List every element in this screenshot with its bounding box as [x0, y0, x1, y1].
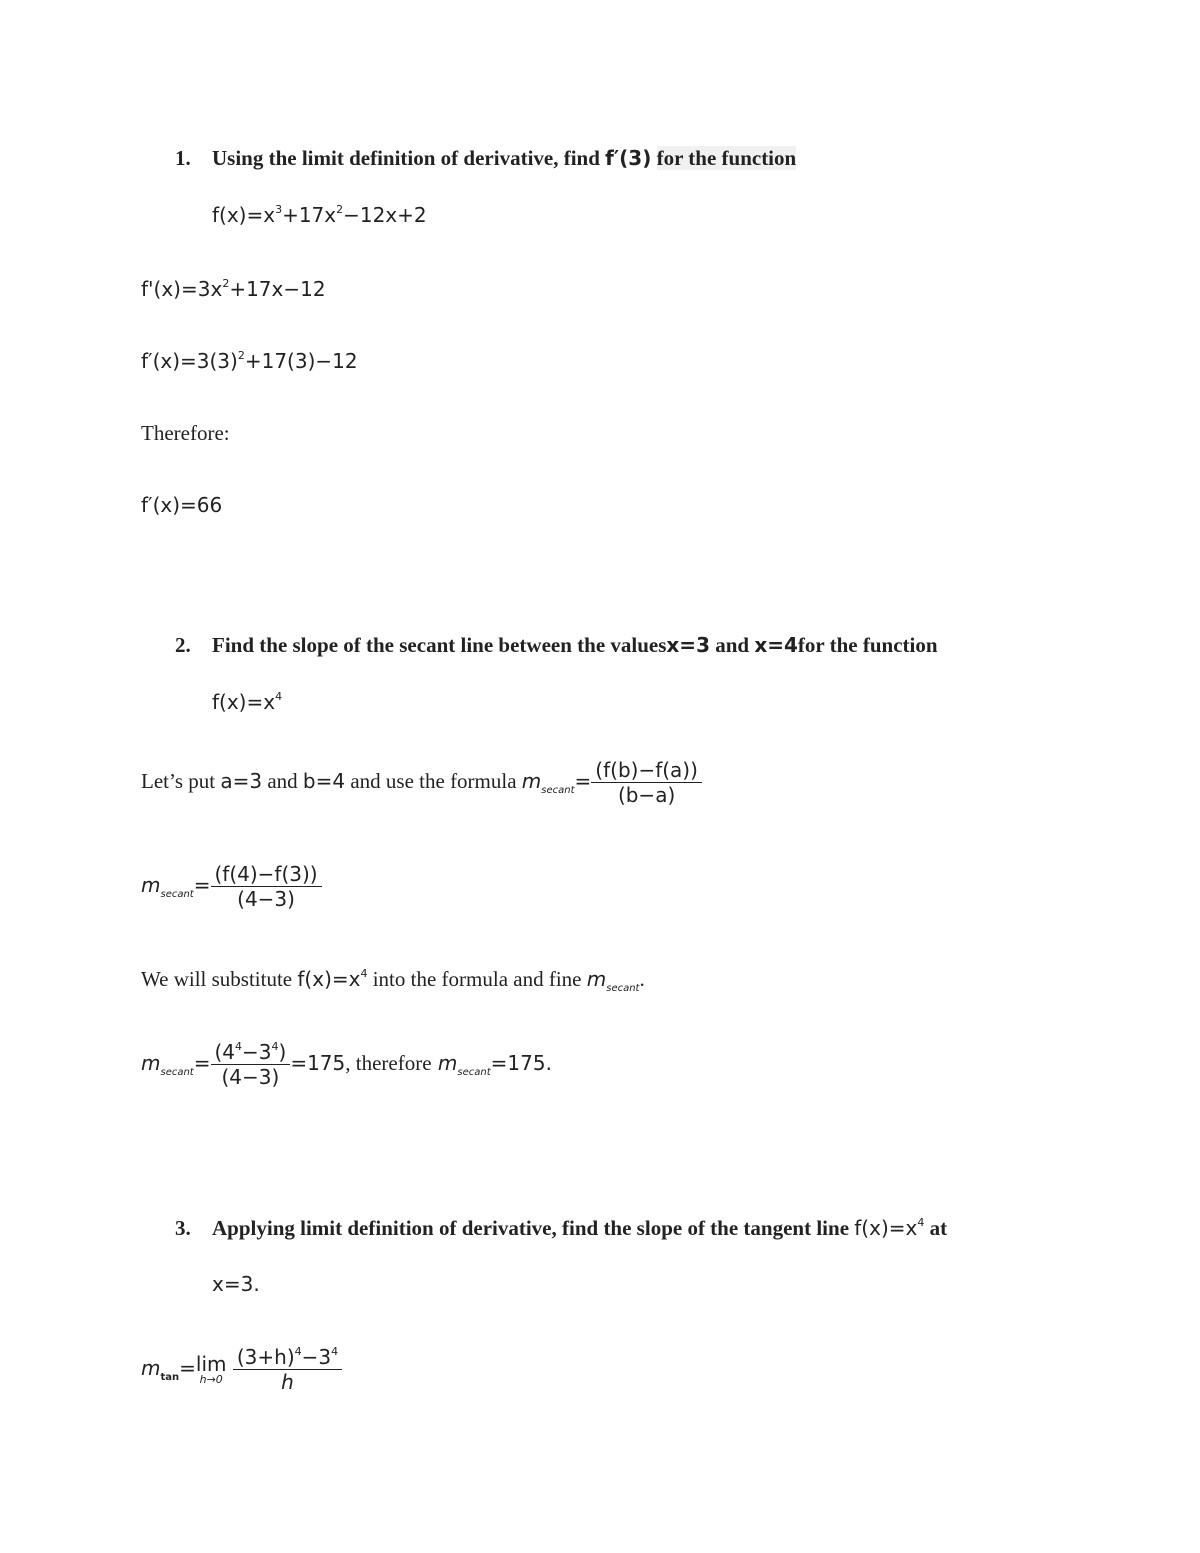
q1-function: [212, 203, 427, 227]
q2-final-exp-a: 4: [235, 1040, 243, 1053]
q2-sub-eq: [141, 862, 322, 911]
q2-function: [212, 690, 282, 714]
q2-final-num-a: (4: [214, 1040, 236, 1064]
q2-final-m: m: [141, 1051, 161, 1075]
q2-and-word: and: [267, 769, 298, 793]
q3-den-h: h: [281, 1370, 294, 1394]
q2-prompt: [212, 633, 938, 658]
q3-x-eq: x=3.: [212, 1272, 260, 1296]
q2-subst-m: m: [586, 967, 607, 991]
q2-final-eq: =: [193, 1051, 211, 1075]
q1-step2-lhs: f′(x)=3(3): [141, 349, 238, 373]
q2-lets-put: [141, 758, 702, 807]
q3-num-exp-b: 4: [331, 1345, 339, 1358]
q1-therefore: Therefore:: [141, 421, 230, 445]
q1-exp-2: 2: [336, 203, 344, 216]
q3-num-exp-a: 4: [294, 1345, 302, 1358]
q1-function-rest: +17x: [282, 203, 337, 227]
q3-fraction: [233, 1345, 342, 1394]
q2-final-exp-b: 4: [271, 1040, 279, 1053]
q2-subst-fx: f(x)=x: [297, 967, 361, 991]
q3-limit-eq: $m_{tan}=\lim$ h→0 $\frac{(3+h)^4-3^4}{h}$: [141, 1345, 342, 1394]
q2-sub-secant: secant: [160, 889, 194, 900]
q1-result: f′(x)=66: [141, 493, 223, 517]
q1-prompt-text: Using the limit definition of derivative, find: [212, 146, 600, 170]
q2-sub-eq-sign: =: [193, 873, 211, 897]
q2-sub-m: m: [141, 873, 161, 897]
q1-step2-rest: +17(3)−12: [244, 349, 358, 373]
q2-final: [141, 1040, 552, 1089]
q2-number: 2.: [175, 633, 191, 657]
q2-therefore-text: , therefore: [345, 1051, 432, 1075]
q1-prompt: [212, 146, 796, 171]
q2-formula-den: (b−a): [591, 782, 702, 807]
q2-formula-num: (f(b)−f(a)): [595, 758, 698, 782]
q2-a-eq: a=3: [220, 769, 263, 793]
q2-final-num-b: −3: [242, 1040, 272, 1064]
q2-prompt-end: for the function: [797, 633, 938, 657]
q1-number: 1.: [175, 146, 191, 170]
q3-den: [233, 1369, 342, 1394]
q2-secant-sub: secant: [541, 785, 575, 796]
q2-substitute: [141, 967, 645, 994]
q3-h-to-0: h→0: [199, 1373, 223, 1386]
q1-exp-3: 3: [275, 203, 283, 216]
q1-prompt-math: f′(3): [605, 146, 652, 170]
q2-final-secant: secant: [160, 1067, 194, 1078]
q2-final-fraction: [211, 1040, 291, 1089]
q2-sub-fraction: [211, 862, 322, 911]
q3-prompt: [212, 1216, 947, 1241]
q3-tan-sub: tan: [160, 1372, 180, 1383]
q1-step1-lhs: f'(x)=3x: [141, 277, 223, 301]
q1-function-lhs: f(x)=x: [212, 203, 276, 227]
q1-prompt-end: for the function: [656, 146, 797, 170]
q2-sub-den: (4−3): [211, 886, 322, 911]
q1-step1: [141, 277, 326, 301]
q2-final-m2: m: [437, 1051, 458, 1075]
q3-num-b: −3: [301, 1345, 332, 1369]
q2-x3: x=3: [666, 633, 710, 657]
q2-subst-exp: 4: [360, 967, 368, 980]
q2-final-secant2: secant: [457, 1067, 491, 1078]
q2-lets-put-text: Let’s put: [141, 769, 216, 793]
q2-final-num: [211, 1040, 291, 1064]
q3-function: f(x)=x: [854, 1216, 918, 1240]
q1-step2-exp: 2: [237, 349, 245, 362]
q3-m: m: [141, 1356, 161, 1380]
q2-b-eq: b=4: [302, 769, 346, 793]
q2-use-formula: and use the formula: [350, 769, 517, 793]
q2-eq175: =175: [290, 1051, 346, 1075]
q3-function-exp: 4: [917, 1216, 925, 1229]
q1-step1-rest: +17x−12: [229, 277, 326, 301]
q2-and: and: [715, 633, 750, 657]
q3-lim: [196, 1354, 227, 1385]
q2-eq175-end: =175.: [490, 1051, 552, 1075]
q2-function-exp: 4: [275, 690, 283, 703]
q2-x4: x=4: [754, 633, 798, 657]
q2-final-den: (4−3): [211, 1064, 291, 1089]
q2-final-num-c: ): [278, 1040, 287, 1064]
q2-subst-secant: secant: [606, 983, 640, 994]
q2-period: .: [639, 967, 645, 991]
q1-step2: [141, 349, 358, 373]
q1-step1-exp: 2: [222, 277, 230, 290]
q3-at: at: [929, 1216, 948, 1240]
q2-prompt-text: Find the slope of the secant line between the values: [212, 633, 667, 657]
q3-num: [233, 1345, 342, 1369]
q1-function-tail: −12x+2: [343, 203, 427, 227]
q3-num-a: (3+h): [236, 1345, 295, 1369]
q3-lim-word: lim: [195, 1352, 227, 1376]
q2-function-text: f(x)=x: [212, 690, 276, 714]
q2-we-will: We will substitute: [141, 967, 293, 991]
q2-sub-num: (f(4)−f(3)): [214, 862, 318, 886]
q3-number: 3.: [175, 1216, 191, 1240]
q2-into-formula: into the formula and fine: [372, 967, 582, 991]
q2-m: m: [521, 769, 542, 793]
q3-prompt-text: Applying limit definition of derivative, find the slope of the tangent line: [212, 1216, 850, 1240]
q2-eq: =: [574, 769, 592, 793]
q2-formula-fraction: [591, 758, 702, 807]
